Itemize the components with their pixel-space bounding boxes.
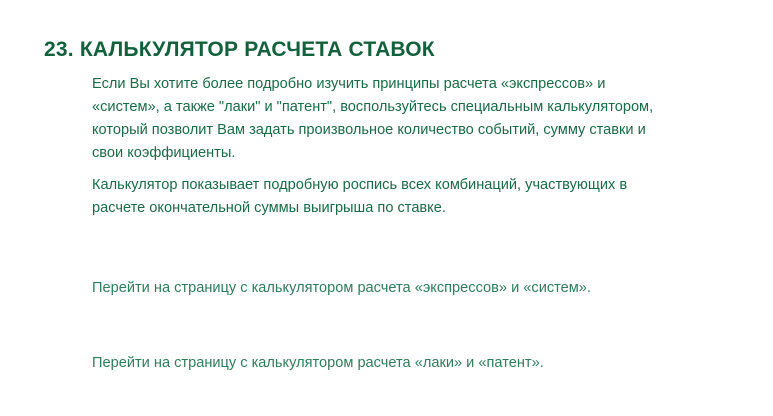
paragraph-description bbox=[92, 174, 664, 220]
paragraph-text: Если Вы хотите более подробно изучить принципы расчета «экспрессов» и «систем», а также "лаки" и "патент", воспользуйтесь специальным калькулятором, который позволит Вам задать произвольное количество событий, сумму ставки и свои коэффициенты. bbox=[92, 76, 654, 161]
link-calculator-express-system[interactable]: Перейти на страницу с калькулятором расчета «экспрессов» и «систем». bbox=[92, 280, 591, 296]
page-title: 23. КАЛЬКУЛЯТОР РАСЧЕТА СТАВОК bbox=[44, 38, 435, 62]
paragraph-intro bbox=[92, 73, 664, 165]
link-row-express-system bbox=[92, 277, 664, 300]
link-calculator-lucky-patent[interactable]: Перейти на страницу с калькулятором расчета «лаки» и «патент». bbox=[92, 355, 544, 371]
link-row-lucky-patent bbox=[92, 352, 664, 375]
paragraph-text: Калькулятор показывает подробную роспись всех комбинаций, участвующих в расчете окончательной суммы выигрыша по ставке. bbox=[92, 177, 628, 216]
